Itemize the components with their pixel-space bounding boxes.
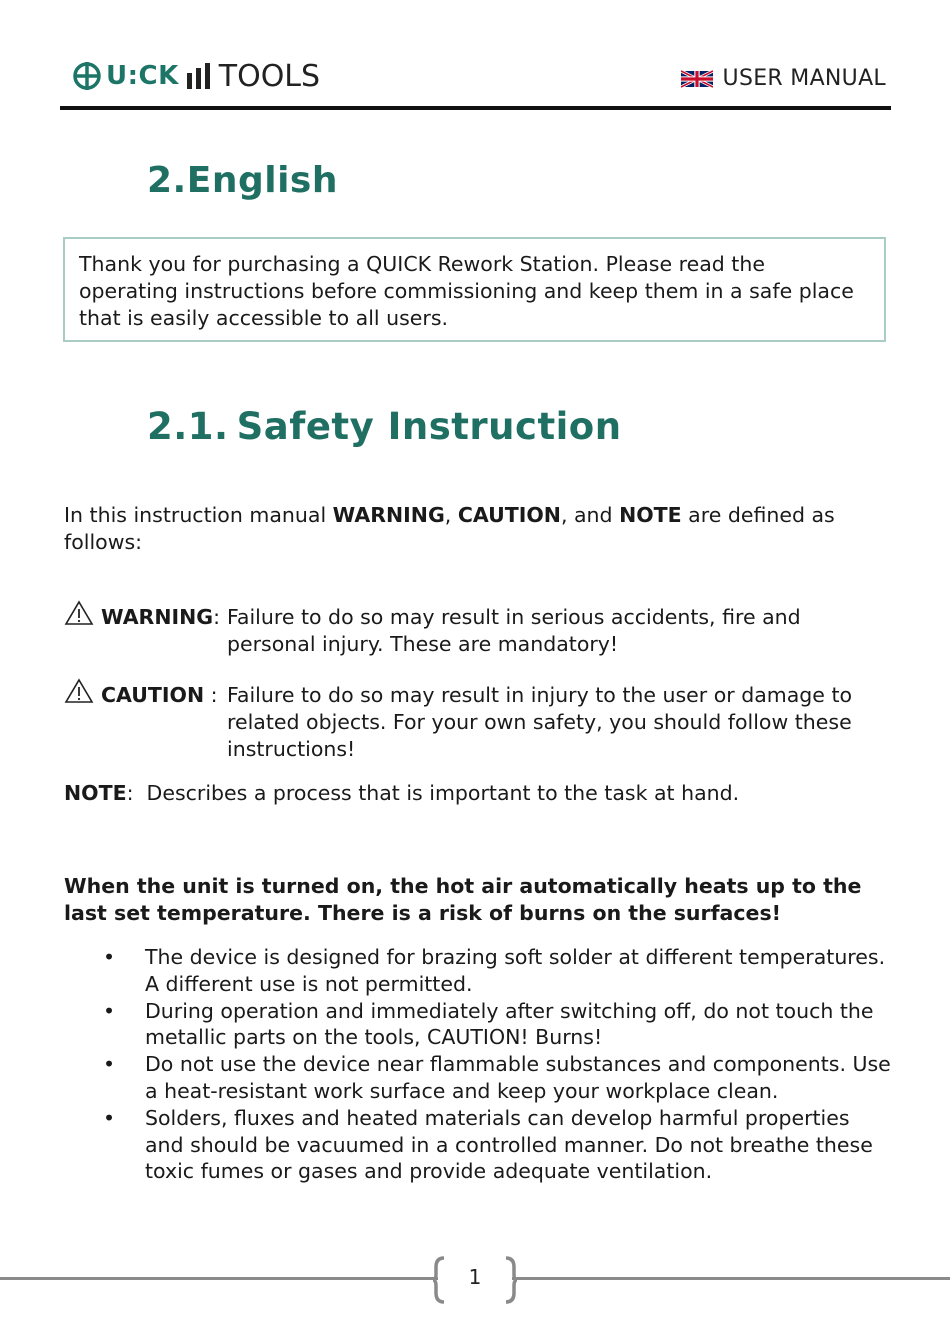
bullet-dot: • (103, 945, 116, 969)
bullet-dot: • (103, 1105, 116, 1130)
hot-air-warning: When the unit is turned on, the hot air automatically heats up to the last set temperature. There is a risk of burns on the surfaces! (64, 874, 862, 925)
header-divider (60, 106, 891, 110)
list-item (64, 1051, 894, 1105)
section-heading-safety (147, 405, 622, 448)
intro-sep-2: , and (560, 503, 620, 527)
footer-divider-left (0, 1277, 438, 1280)
caution-term: CAUTION : (101, 683, 218, 707)
manual-label-text: USER MANUAL (722, 66, 886, 91)
list-item (64, 1105, 894, 1185)
bullet-text: During operation and immediately after switching off, do not touch the metallic parts on the tools, CAUTION! Burns! (145, 998, 874, 1050)
intro-term-caution: CAUTION (457, 503, 561, 527)
list-item (64, 944, 894, 998)
note-text: Describes a process that is important to the task at hand. (146, 781, 740, 805)
section-number: 2. (147, 160, 187, 201)
definition-note (64, 780, 894, 807)
bullet-dot: • (103, 998, 116, 1023)
logo-text-quick: U:CK (106, 61, 179, 91)
bars-logo-icon (185, 61, 215, 91)
warning-term: WARNING: (101, 605, 221, 629)
logo-text-tools: TOOLS (218, 58, 321, 94)
bullet-dot: • (103, 1052, 116, 1077)
caution-triangle-icon (64, 678, 94, 704)
definition-warning (64, 604, 894, 664)
safety-bullet-list (64, 944, 894, 1185)
bullet-text: Solders, fluxes and heated materials can develop harmful properties and should be vacuumed in a controlled manner. Do not breathe these toxic fumes or gases and provide adequate ventilation. (145, 1105, 873, 1184)
uk-flag-icon (681, 70, 713, 88)
footer-divider-right (512, 1277, 950, 1280)
warning-text: Failure to do so may result in serious accidents, fire and personal injury. These are mandatory! (227, 605, 801, 656)
list-item (64, 998, 894, 1052)
intro-term-warning: WARNING (332, 503, 445, 527)
intro-text-1: In this instruction manual (64, 503, 333, 527)
page-number: 1 (468, 1265, 482, 1289)
section-title: English (186, 160, 338, 201)
intro-text-2: are defined as follows: (64, 503, 835, 554)
bullet-text: Do not use the device near flammable substances and components. Use a heat-resistant work surface and keep your workplace clean. (145, 1052, 891, 1103)
quick-logo-mark-icon (72, 59, 106, 93)
bullet-text: The device is designed for brazing soft solder at different temperatures. A different use is not permitted. (145, 945, 886, 996)
intro-box: Thank you for purchasing a QUICK Rework Station. Please read the operating instructions before commissioning and keep them in a safe place that is easily accessible to all users. (63, 237, 886, 342)
warning-triangle-icon (64, 600, 94, 626)
definition-caution (64, 682, 894, 764)
intro-term-note: NOTE (619, 503, 682, 527)
section-heading-english (147, 160, 338, 201)
caution-text: Failure to do so may result in injury to the user or damage to related objects. For your own safety, you should follow these instructions! (227, 683, 853, 761)
note-term: NOTE (64, 781, 127, 805)
user-manual-label (681, 66, 886, 91)
page-header (60, 52, 890, 110)
quick-tools-logo (72, 56, 320, 96)
definitions-intro (64, 502, 864, 556)
subsection-number: 2.1. (147, 405, 229, 448)
intro-sep-1: , (444, 503, 458, 527)
note-colon: : (126, 781, 134, 805)
subsection-title: Safety Instruction (236, 405, 622, 448)
